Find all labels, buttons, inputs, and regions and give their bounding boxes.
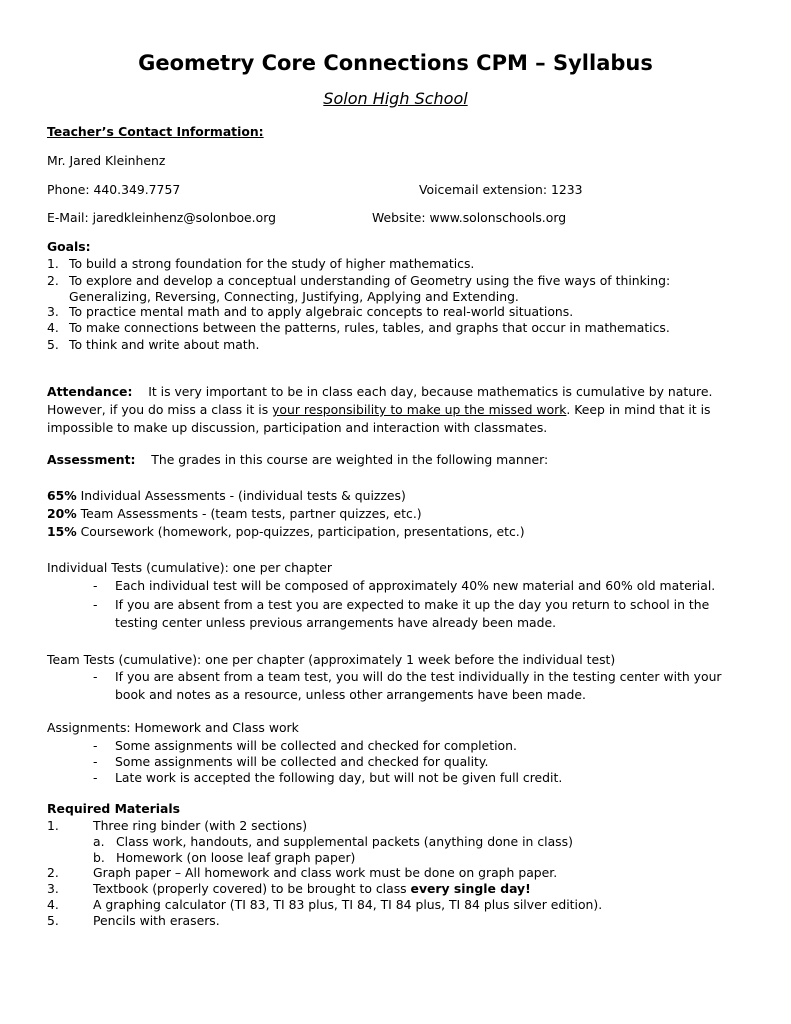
weight-description: Team Assessments - (team tests, partner quizzes, etc.) [80, 506, 422, 521]
bullet-dash: - [93, 669, 98, 684]
goal-number-4: 4. [47, 320, 59, 335]
weight-description: Coursework (homework, pop-quizzes, participation, presentations, etc.) [80, 524, 525, 539]
team-tests-heading: Team Tests (cumulative): one per chapter (approximately 1 week before the individual test) [47, 652, 616, 667]
assignments-bullet: Late work is accepted the following day, but will not be given full credit. [115, 770, 563, 785]
individual-tests-bullet-cont: testing center unless previous arrangements have already been made. [115, 615, 557, 630]
materials-heading: Required Materials [47, 801, 180, 816]
assessment-text: The grades in this course are weighted in the following manner: [151, 452, 549, 467]
assessment-intro [47, 451, 548, 468]
material-text: A graphing calculator (TI 83, TI 83 plus, TI 84, TI 84 plus, TI 84 plus silver edition). [93, 897, 603, 912]
bullet-dash: - [93, 770, 98, 785]
goal-text-3: To practice mental math and to apply algebraic concepts to real-world situations. [69, 304, 574, 319]
goal-text-2-cont: Generalizing, Reversing, Connecting, Justifying, Applying and Extending. [69, 289, 519, 304]
weight-percent: 20% [47, 506, 77, 521]
material-number: 2. [47, 865, 59, 880]
material-text: Pencils with erasers. [93, 913, 220, 928]
contact-heading: Teacher’s Contact Information: [47, 124, 264, 139]
team-tests-bullet-cont: book and notes as a resource, unless other arrangements have been made. [115, 687, 586, 702]
goal-number-5: 5. [47, 337, 59, 352]
school-name: Solon High School [323, 89, 468, 108]
assignments-bullet: Some assignments will be collected and checked for quality. [115, 754, 489, 769]
weight-percent: 65% [47, 488, 77, 503]
goal-text-5: To think and write about math. [69, 337, 260, 352]
phone-number: Phone: 440.349.7757 [47, 182, 181, 197]
material-sub-text: Class work, handouts, and supplemental packets (anything done in class) [116, 834, 573, 849]
assessment-label: Assessment: [47, 452, 136, 467]
material-number: 1. [47, 818, 59, 833]
material-text-bold: every single day! [410, 881, 531, 896]
goal-number-3: 3. [47, 304, 59, 319]
goal-number-1: 1. [47, 256, 59, 271]
goal-number-2: 2. [47, 273, 59, 288]
material-text: Three ring binder (with 2 sections) [93, 818, 308, 833]
attendance-label: Attendance: [47, 384, 133, 399]
goal-text-2: To explore and develop a conceptual understanding of Geometry using the five ways of thinking: [69, 273, 671, 288]
material-sub-letter: b. [93, 850, 105, 865]
email-address: E-Mail: jaredkleinhenz@solonboe.org [47, 210, 276, 225]
weight-row [47, 523, 525, 540]
attendance-text-end: . Keep in mind that it is impossible to make up discussion, participation and interaction with classmates. [47, 402, 711, 435]
individual-tests-heading: Individual Tests (cumulative): one per chapter [47, 560, 332, 575]
material-number: 3. [47, 881, 59, 896]
individual-tests-bullet: If you are absent from a test you are expected to make it up the day you return to school in the [115, 597, 710, 612]
individual-tests-bullet: Each individual test will be composed of approximately 40% new material and 60% old material. [115, 578, 716, 593]
page-title: Geometry Core Connections CPM – Syllabus [138, 51, 653, 75]
weight-description: Individual Assessments - (individual tests & quizzes) [80, 488, 406, 503]
material-number: 5. [47, 913, 59, 928]
bullet-dash: - [93, 597, 98, 612]
goal-text-1: To build a strong foundation for the study of higher mathematics. [69, 256, 475, 271]
material-number: 4. [47, 897, 59, 912]
material-sub-letter: a. [93, 834, 105, 849]
teacher-name: Mr. Jared Kleinhenz [47, 153, 166, 168]
attendance-underlined: your responsibility to make up the missed work [272, 402, 567, 417]
attendance-paragraph [47, 383, 747, 437]
goal-text-4: To make connections between the patterns, rules, tables, and graphs that occur in mathematics. [69, 320, 670, 335]
assignments-bullet: Some assignments will be collected and checked for completion. [115, 738, 517, 753]
weight-row [47, 505, 422, 522]
team-tests-bullet: If you are absent from a team test, you will do the test individually in the testing center with your [115, 669, 722, 684]
voicemail-extension: Voicemail extension: 1233 [419, 182, 583, 197]
assignments-heading: Assignments: Homework and Class work [47, 720, 299, 735]
weight-percent: 15% [47, 524, 77, 539]
website: Website: www.solonschools.org [372, 210, 567, 225]
bullet-dash: - [93, 754, 98, 769]
bullet-dash: - [93, 578, 98, 593]
material-text: Graph paper – All homework and class work must be done on graph paper. [93, 865, 558, 880]
material-text [93, 880, 531, 897]
attendance-text: It is very important to be in class each day, because mathematics is cumulative by nature. However, if you do miss a class it is [47, 384, 713, 417]
material-text-plain: Textbook (properly covered) to be brought to class [93, 881, 411, 896]
bullet-dash: - [93, 738, 98, 753]
material-sub-text: Homework (on loose leaf graph paper) [116, 850, 356, 865]
goals-heading: Goals: [47, 239, 91, 254]
weight-row [47, 487, 406, 504]
